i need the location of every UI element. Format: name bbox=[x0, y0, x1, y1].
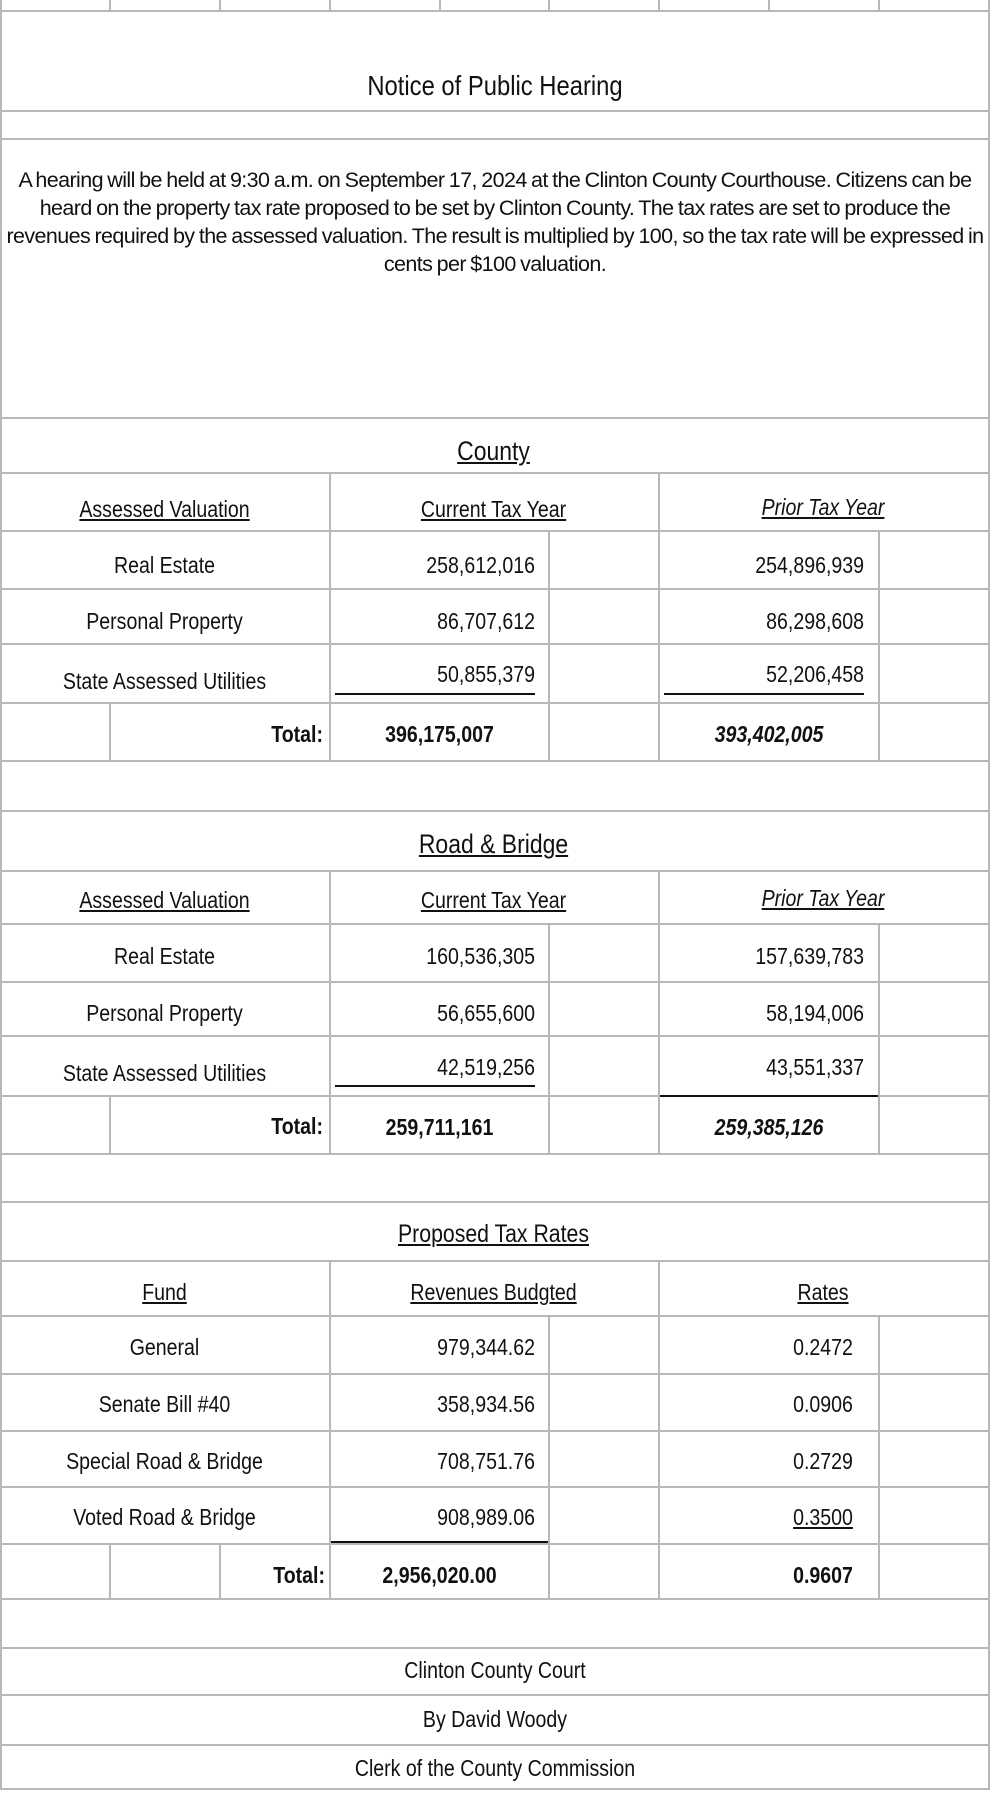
grid-line bbox=[0, 1153, 990, 1155]
grid-line bbox=[0, 530, 990, 532]
county-col-prior-tax-year: Prior Tax Year bbox=[761, 494, 885, 520]
grid-line bbox=[0, 923, 990, 925]
grid-line bbox=[0, 1260, 990, 1262]
grid-line bbox=[0, 810, 990, 812]
footer-court: Clinton County Court bbox=[404, 1657, 586, 1683]
grid-line bbox=[0, 1744, 990, 1746]
county-row-label: Personal Property bbox=[86, 608, 243, 634]
rates-rate-value: 0.2729 bbox=[793, 1448, 853, 1474]
road-bridge-col-assessed-valuation: Assessed Valuation bbox=[79, 887, 250, 913]
grid-line bbox=[658, 472, 660, 762]
grid-line bbox=[329, 870, 331, 1153]
grid-line bbox=[219, 1543, 221, 1600]
grid-line bbox=[219, 0, 221, 10]
grid-line bbox=[329, 472, 331, 762]
grid-line bbox=[0, 110, 990, 112]
county-row-label: Real Estate bbox=[113, 552, 216, 578]
grid-line bbox=[878, 530, 880, 762]
grid-line bbox=[0, 1598, 990, 1600]
road-bridge-current-value: 56,655,600 bbox=[437, 1000, 535, 1026]
grid-line bbox=[0, 1647, 990, 1649]
rates-col-fund: Fund bbox=[142, 1279, 187, 1305]
rates-col-rates: Rates bbox=[797, 1279, 849, 1305]
grid-line bbox=[548, 0, 550, 10]
footer-signatory: By David Woody bbox=[422, 1706, 568, 1732]
rates-total-label: Total: bbox=[273, 1562, 325, 1588]
grid-line bbox=[109, 1543, 111, 1600]
county-prior-value: 86,298,608 bbox=[766, 608, 864, 634]
page-title: Notice of Public Hearing bbox=[367, 70, 623, 101]
road-bridge-row-label: Real Estate bbox=[113, 943, 216, 969]
grid-line bbox=[0, 10, 990, 12]
grid-line bbox=[109, 1095, 111, 1153]
grid-line bbox=[0, 1430, 990, 1432]
grid-line bbox=[0, 1486, 990, 1488]
rates-total-rate: 0.9607 bbox=[793, 1562, 853, 1588]
grid-line bbox=[329, 0, 331, 10]
grid-line bbox=[0, 1201, 990, 1203]
road-bridge-heading: Road & Bridge bbox=[418, 829, 569, 859]
rates-fund-name: General bbox=[129, 1334, 200, 1360]
grid-line bbox=[0, 1035, 990, 1037]
grid-line bbox=[768, 0, 770, 10]
rates-fund-name: Special Road & Bridge bbox=[66, 1448, 263, 1474]
road-bridge-row-label: State Assessed Utilities bbox=[62, 1060, 267, 1086]
notice-paragraph: A hearing will be held at 9:30 a.m. on September 17, 2024 at the Clinton County Courthouse. Citizens can be heard on the property tax rate proposed to be set by Clinton County. The tax rates are set to produce the revenues required by the assessed valuation. The result is multiplied by 100, so the tax rate will be expressed in cents per $100 valuation. bbox=[6, 168, 984, 276]
rates-revenue-value: 908,989.06 bbox=[437, 1504, 535, 1530]
road-bridge-prior-value: 43,551,337 bbox=[766, 1054, 864, 1080]
county-current-value: 258,612,016 bbox=[426, 552, 535, 578]
grid-line bbox=[658, 1260, 660, 1600]
grid-line bbox=[0, 981, 990, 983]
county-prior-value: 254,896,939 bbox=[755, 552, 864, 578]
county-prior-value: 52,206,458 bbox=[766, 661, 864, 687]
rates-fund-name: Voted Road & Bridge bbox=[73, 1504, 256, 1530]
rates-rate-value: 0.3500 bbox=[793, 1504, 853, 1530]
rates-revenue-value: 708,751.76 bbox=[437, 1448, 535, 1474]
road-bridge-current-value: 160,536,305 bbox=[426, 943, 535, 969]
county-col-current-tax-year: Current Tax Year bbox=[420, 496, 567, 522]
rates-revenue-value: 358,934.56 bbox=[437, 1391, 535, 1417]
grid-line bbox=[878, 0, 880, 10]
rates-revenue-value: 979,344.62 bbox=[437, 1334, 535, 1360]
road-bridge-prior-value: 157,639,783 bbox=[755, 943, 864, 969]
sum-rule bbox=[331, 1541, 548, 1543]
rates-heading: Proposed Tax Rates bbox=[398, 1220, 589, 1248]
county-current-value: 86,707,612 bbox=[437, 608, 535, 634]
grid-line bbox=[329, 1260, 331, 1600]
grid-line bbox=[548, 1315, 550, 1600]
county-row-label: State Assessed Utilities bbox=[62, 668, 267, 694]
road-bridge-col-prior-tax-year: Prior Tax Year bbox=[761, 885, 885, 911]
grid-line bbox=[0, 760, 990, 762]
grid-line bbox=[548, 530, 550, 762]
road-bridge-col-current-tax-year: Current Tax Year bbox=[420, 887, 567, 913]
grid-line bbox=[0, 417, 990, 419]
grid-line bbox=[0, 138, 990, 140]
grid-line bbox=[548, 923, 550, 1153]
county-col-assessed-valuation: Assessed Valuation bbox=[79, 496, 250, 522]
road-bridge-total-prior: 259,385,126 bbox=[714, 1114, 824, 1140]
grid-line bbox=[109, 702, 111, 762]
county-total-current: 396,175,007 bbox=[385, 721, 494, 747]
rates-col-revenues-budgeted: Revenues Budgted bbox=[410, 1279, 577, 1305]
rates-rate-value: 0.0906 bbox=[793, 1391, 853, 1417]
grid-line bbox=[0, 702, 990, 704]
road-bridge-current-value: 42,519,256 bbox=[437, 1054, 535, 1080]
grid-line bbox=[0, 643, 990, 645]
grid-line bbox=[658, 870, 660, 1153]
road-bridge-total-label: Total: bbox=[271, 1113, 323, 1139]
county-heading: County bbox=[457, 436, 530, 466]
road-bridge-total-current: 259,711,161 bbox=[385, 1114, 494, 1140]
grid-line bbox=[0, 870, 990, 872]
grid-line bbox=[0, 588, 990, 590]
road-bridge-row-label: Personal Property bbox=[86, 1000, 243, 1026]
county-total-label: Total: bbox=[271, 721, 323, 747]
road-bridge-prior-value: 58,194,006 bbox=[766, 1000, 864, 1026]
grid-line bbox=[439, 0, 441, 10]
grid-line bbox=[658, 0, 660, 10]
grid-line bbox=[878, 923, 880, 1153]
grid-line bbox=[0, 1543, 990, 1545]
rates-fund-name: Senate Bill #40 bbox=[98, 1391, 231, 1417]
rates-total-revenue: 2,956,020.00 bbox=[382, 1562, 497, 1588]
grid-line bbox=[0, 1694, 990, 1696]
grid-line bbox=[0, 1788, 990, 1790]
grid-line bbox=[109, 0, 111, 10]
grid-line bbox=[0, 1315, 990, 1317]
rates-rate-value: 0.2472 bbox=[793, 1334, 853, 1360]
county-total-prior: 393,402,005 bbox=[714, 721, 824, 747]
grid-line bbox=[0, 1373, 990, 1375]
grid-line bbox=[0, 472, 990, 474]
footer-title: Clerk of the County Commission bbox=[354, 1755, 636, 1781]
sum-rule bbox=[660, 1095, 878, 1097]
county-current-value: 50,855,379 bbox=[437, 661, 535, 687]
